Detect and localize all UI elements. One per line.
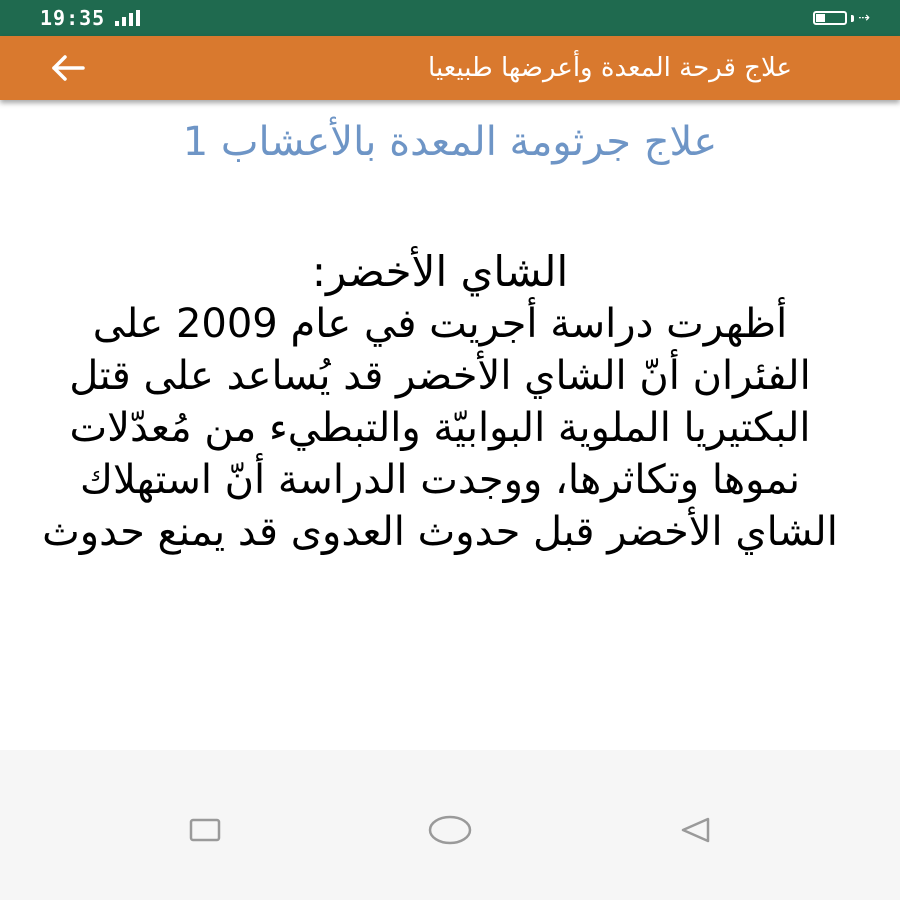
app-title: علاج قرحة المعدة وأعرضها طبيعيا: [428, 53, 792, 83]
system-nav-bar: [0, 750, 900, 900]
battery-level-fill: [816, 14, 825, 22]
system-back-button[interactable]: [665, 810, 725, 850]
signal-icon: [115, 10, 140, 26]
battery-icon: [813, 11, 847, 25]
article-title: علاج جرثومة المعدة بالأعشاب 1: [182, 119, 718, 165]
recents-button[interactable]: [175, 810, 235, 850]
article-body: أظهرت دراسة أجريت في عام 2009 على الفئران أنّ الشاي الأخضر قد يُساعد على قتل البكتيريا الملوية البوابيّة والتبطيء من مُعدّلات نموها وتكاثرها، ووجدت الدراسة أنّ استهلاك الشاي الأخضر قبل حدوث العدوى قد يمنع حدوث: [42, 301, 838, 555]
battery-tip: [851, 15, 854, 22]
status-left: [40, 6, 140, 30]
back-button[interactable]: [40, 44, 96, 92]
article-content[interactable]: [0, 100, 900, 750]
circle-icon: [424, 813, 476, 847]
section-heading: الشاي الأخضر:: [311, 247, 569, 296]
charge-icon: ⇢: [858, 10, 870, 26]
status-time: 19:35: [40, 6, 106, 30]
triangle-back-icon: [675, 815, 715, 845]
square-icon: [185, 815, 225, 845]
app-bar: [0, 36, 900, 100]
status-right: [813, 11, 870, 25]
home-button[interactable]: [420, 810, 480, 850]
status-bar: [0, 0, 900, 36]
arrow-back-icon: [50, 54, 86, 82]
